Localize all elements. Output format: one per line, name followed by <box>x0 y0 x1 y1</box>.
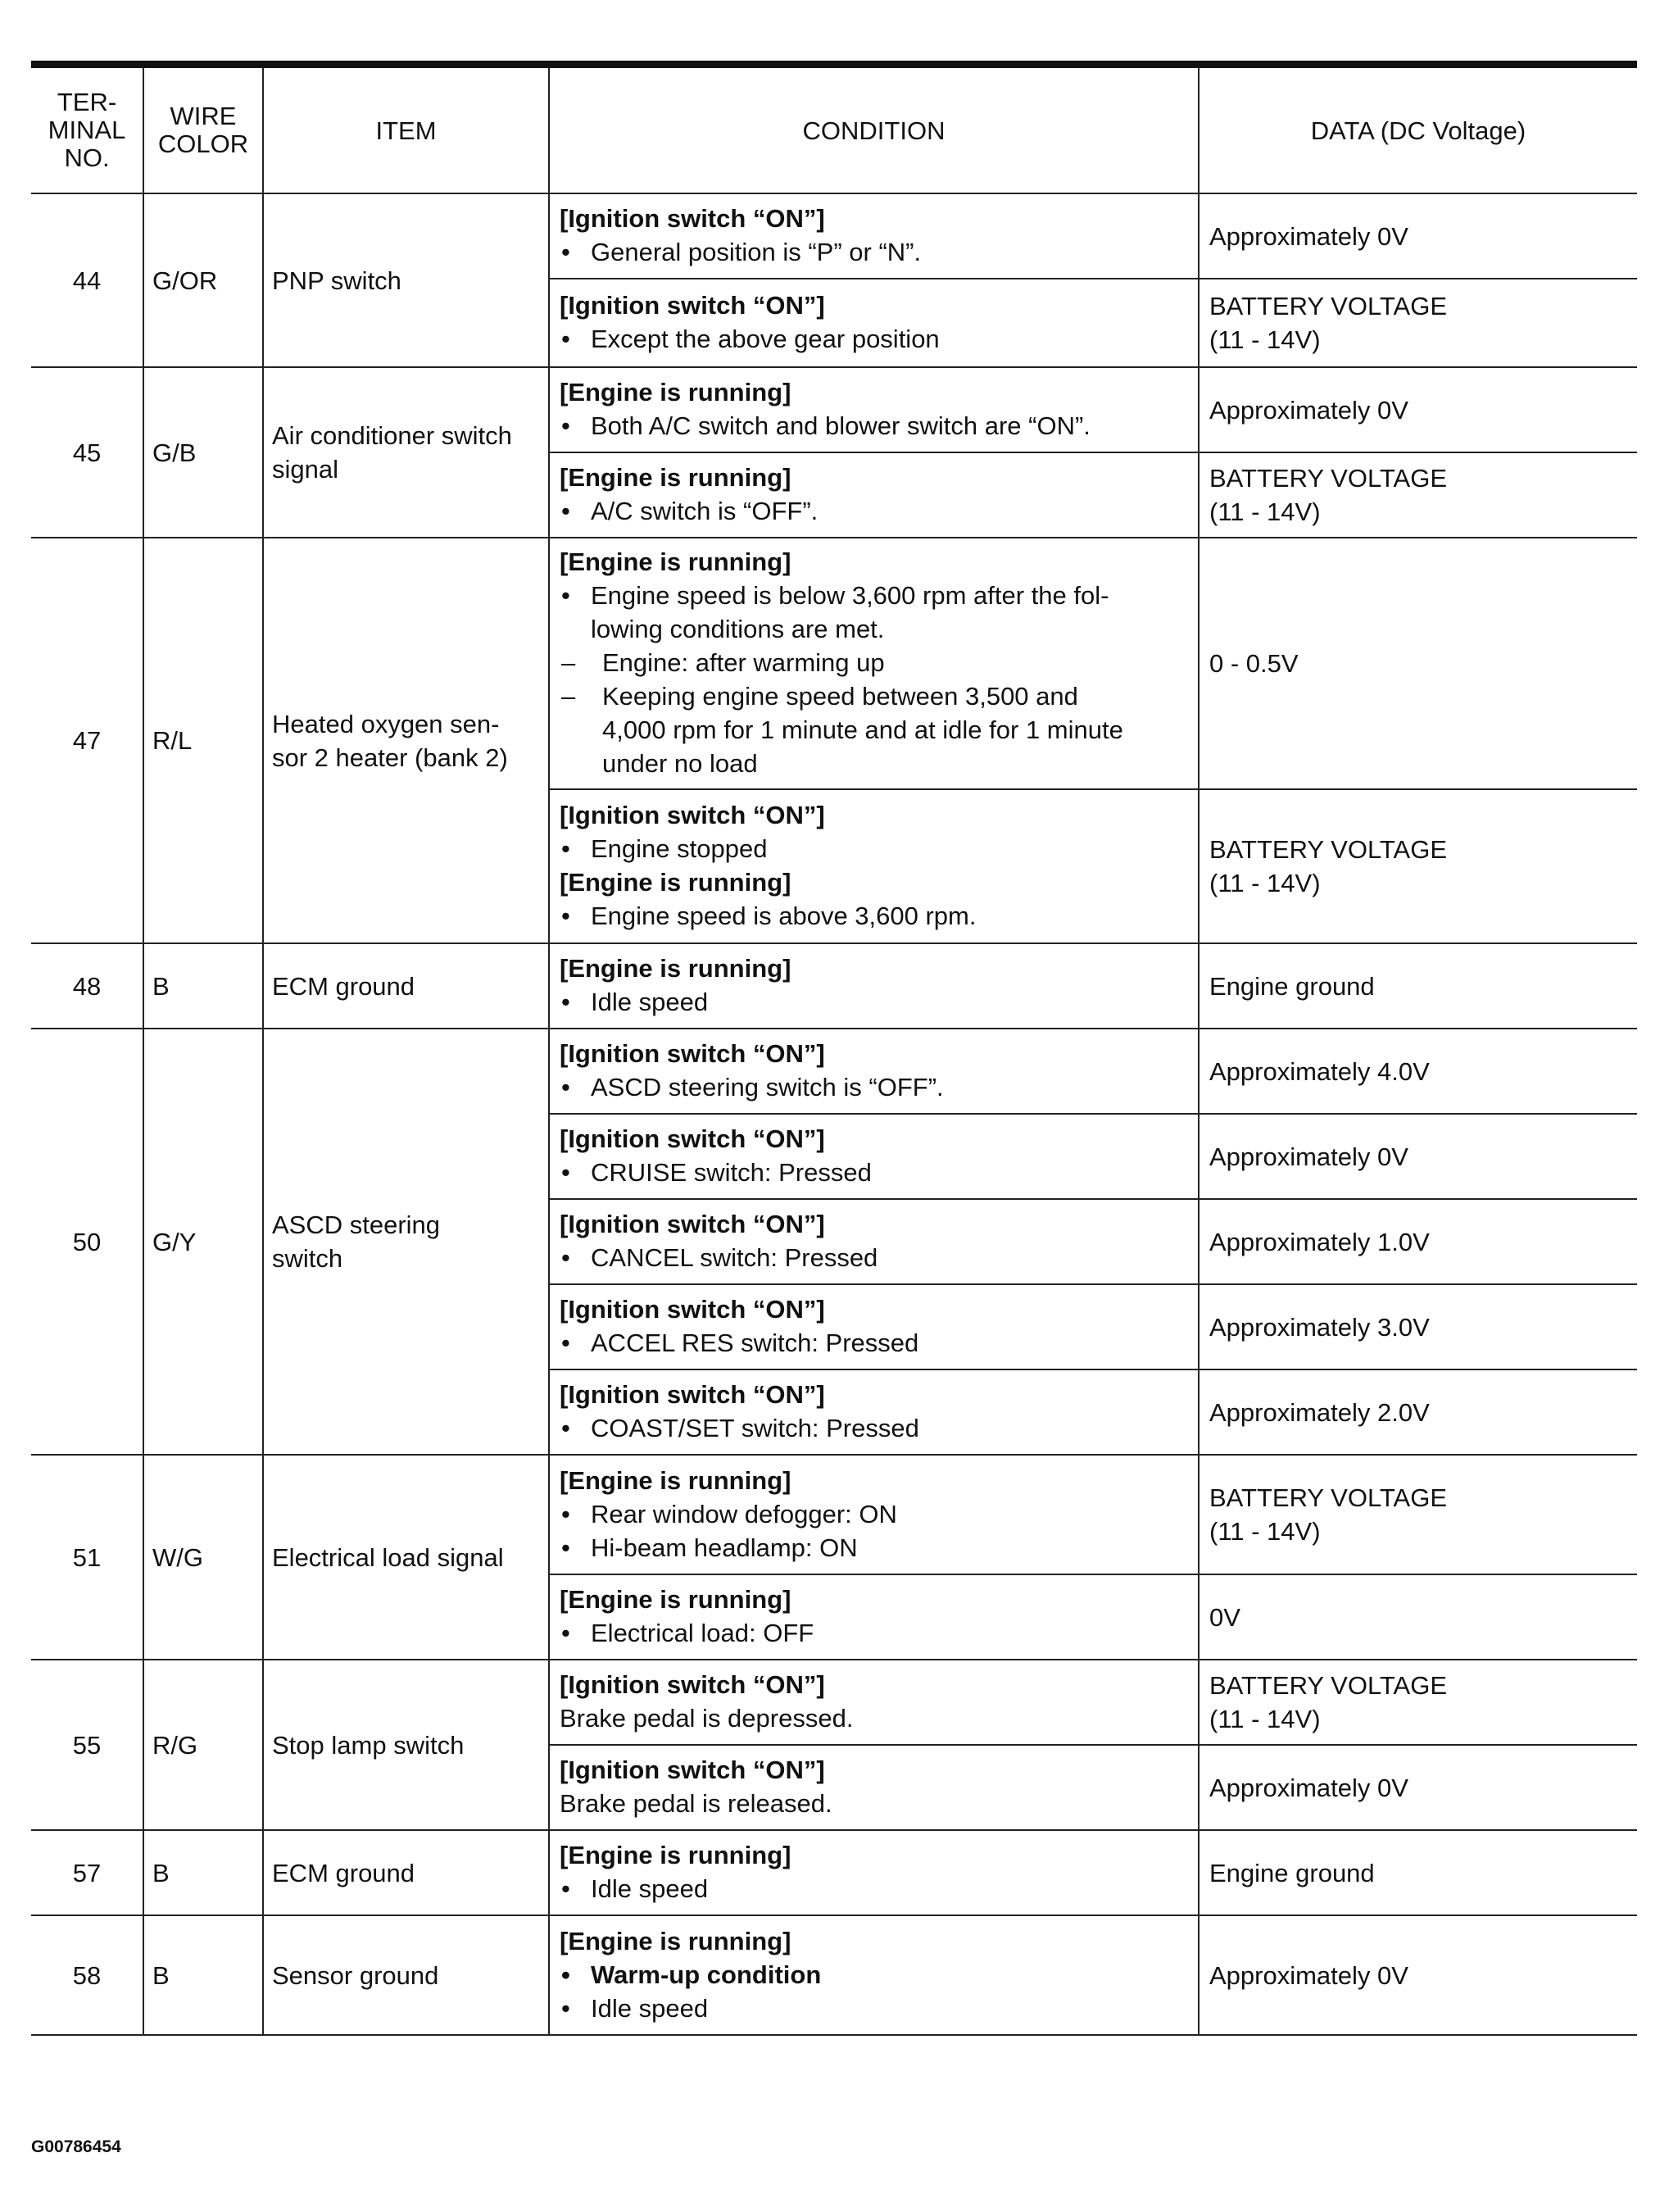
table-header-row <box>31 68 1637 193</box>
wire-color-cell-text: G/OR <box>152 266 218 295</box>
condition-bullet: • Idle speed <box>560 985 1190 1019</box>
table-row <box>31 1660 1637 1745</box>
header-data: DATA (DC Voltage) <box>1199 68 1637 193</box>
condition-bullet: • Idle speed <box>560 1992 1190 2025</box>
data-voltage-cell <box>1199 1369 1637 1455</box>
data-voltage-text: Approximately 0V <box>1209 1142 1408 1171</box>
condition-bullet: • Hi-beam headlamp: ON <box>560 1531 1190 1565</box>
terminal-data-table <box>31 68 1637 2036</box>
condition-bullet: • CANCEL switch: Pressed <box>560 1241 1190 1274</box>
table-row <box>31 1915 1637 2035</box>
condition-text: Brake pedal is depressed. <box>560 1704 854 1733</box>
condition-bullet: • Engine stopped <box>560 832 1190 865</box>
item-cell <box>263 1029 549 1455</box>
condition-cell <box>549 943 1199 1029</box>
terminal-no-cell-text: 48 <box>72 971 102 1001</box>
data-voltage-text: 0 - 0.5V <box>1209 649 1299 678</box>
data-voltage-cell <box>1199 1745 1637 1830</box>
table-row <box>31 1830 1637 1915</box>
condition-text: Brake pedal is released. <box>560 1789 832 1818</box>
condition-cell <box>549 1114 1199 1199</box>
data-voltage-cell <box>1199 367 1637 452</box>
data-voltage-cell <box>1199 1029 1637 1114</box>
terminal-no-cell <box>31 1455 143 1660</box>
condition-heading: [Ignition switch “ON”] <box>560 1210 825 1238</box>
condition-bullet: • Engine speed is above 3,600 rpm. <box>560 899 1190 933</box>
condition-heading: [Ignition switch “ON”] <box>560 1039 825 1068</box>
data-voltage-text: Approximately 4.0V <box>1209 1056 1430 1086</box>
condition-bullet: • Rear window defogger: ON <box>560 1497 1190 1531</box>
table-top-rule <box>31 61 1637 68</box>
item-cell <box>263 1455 549 1660</box>
wire-color-cell <box>143 538 263 943</box>
terminal-no-cell-text: 47 <box>72 726 102 755</box>
item-cell-text: Electrical load signal <box>272 1542 504 1572</box>
terminal-no-cell-text: 55 <box>72 1730 102 1760</box>
condition-cell <box>549 1660 1199 1745</box>
wire-color-cell-text: G/B <box>152 438 197 467</box>
wire-color-cell-text: R/L <box>152 726 193 755</box>
condition-bullet: • Idle speed <box>560 1872 1190 1905</box>
condition-heading: [Ignition switch “ON”] <box>560 1380 825 1409</box>
table-row <box>31 943 1637 1029</box>
condition-heading: [Ignition switch “ON”] <box>560 801 825 829</box>
condition-cell <box>549 1199 1199 1284</box>
data-voltage-text: Approximately 0V <box>1209 1773 1408 1802</box>
condition-cell <box>549 1284 1199 1369</box>
data-voltage-cell <box>1199 193 1637 279</box>
item-cell-text: Air conditioner switch signal <box>272 421 512 484</box>
condition-bullet: • General position is “P” or “N”. <box>560 235 1190 269</box>
terminal-no-cell-text: 44 <box>72 266 102 295</box>
wire-color-cell <box>143 367 263 538</box>
terminal-no-cell-text: 58 <box>72 1960 102 1990</box>
terminal-no-cell <box>31 193 143 367</box>
data-voltage-text: Approximately 0V <box>1209 1960 1408 1990</box>
wire-color-cell <box>143 1660 263 1830</box>
condition-heading: [Engine is running] <box>560 1585 791 1614</box>
table-row <box>31 538 1637 789</box>
condition-heading: [Engine is running] <box>560 463 791 492</box>
wire-color-cell-text: B <box>152 971 170 1001</box>
condition-bullet: • A/C switch is “OFF”. <box>560 494 1190 528</box>
data-voltage-cell <box>1199 279 1637 367</box>
data-voltage-cell <box>1199 452 1637 538</box>
data-voltage-cell <box>1199 1284 1637 1369</box>
data-voltage-cell <box>1199 1455 1637 1574</box>
data-voltage-cell <box>1199 1915 1637 2035</box>
table-body <box>31 193 1637 2035</box>
terminal-no-cell-text: 57 <box>72 1858 102 1887</box>
condition-cell <box>549 1915 1199 2035</box>
terminal-no-cell-text: 50 <box>72 1227 102 1256</box>
data-voltage-cell <box>1199 1830 1637 1915</box>
condition-bullet: • ASCD steering switch is “OFF”. <box>560 1070 1190 1104</box>
wire-color-cell-text: G/Y <box>152 1227 197 1256</box>
header-terminal-no: TER- MINAL NO. <box>31 68 143 193</box>
data-voltage-text: BATTERY VOLTAGE (11 - 14V) <box>1209 464 1447 526</box>
wire-color-cell-text: B <box>152 1960 170 1990</box>
condition-heading: [Ignition switch “ON”] <box>560 204 825 233</box>
item-cell <box>263 538 549 943</box>
condition-cell <box>549 1745 1199 1830</box>
condition-cell <box>549 1029 1199 1114</box>
condition-heading: [Ignition switch “ON”] <box>560 1670 825 1699</box>
terminal-no-cell-text: 45 <box>72 438 102 467</box>
terminal-no-cell-text: 51 <box>72 1542 102 1572</box>
ecm-terminal-table-sheet <box>31 61 1637 2036</box>
terminal-no-cell <box>31 538 143 943</box>
wire-color-cell <box>143 1830 263 1915</box>
data-voltage-text: Approximately 1.0V <box>1209 1227 1430 1256</box>
terminal-no-cell <box>31 1830 143 1915</box>
header-item: ITEM <box>263 68 549 193</box>
condition-heading: [Engine is running] <box>560 954 791 983</box>
condition-bullet: • Warm-up condition <box>560 1958 1190 1992</box>
condition-heading: [Engine is running] <box>560 547 791 576</box>
item-cell-text: ECM ground <box>272 1858 415 1887</box>
item-cell <box>263 1830 549 1915</box>
wire-color-cell-text: W/G <box>152 1542 203 1572</box>
condition-heading: [Ignition switch “ON”] <box>560 1295 825 1324</box>
data-voltage-text: BATTERY VOLTAGE (11 - 14V) <box>1209 1671 1447 1733</box>
condition-heading: [Engine is running] <box>560 1465 791 1495</box>
data-voltage-text: BATTERY VOLTAGE (11 - 14V) <box>1209 292 1447 354</box>
condition-bullet: • Both A/C switch and blower switch are “ON”. <box>560 409 1190 443</box>
condition-bullet: • CRUISE switch: Pressed <box>560 1156 1190 1189</box>
data-voltage-text: Approximately 0V <box>1209 221 1408 251</box>
condition-heading: [Engine is running] <box>560 1926 791 1955</box>
data-voltage-cell <box>1199 1574 1637 1660</box>
condition-heading: [Engine is running] <box>560 378 791 407</box>
item-cell <box>263 193 549 367</box>
condition-cell <box>549 1830 1199 1915</box>
data-voltage-text: Approximately 3.0V <box>1209 1312 1430 1342</box>
condition-bullet: • ACCEL RES switch: Pressed <box>560 1326 1190 1360</box>
data-voltage-text: Engine ground <box>1209 971 1375 1001</box>
data-voltage-cell <box>1199 789 1637 943</box>
condition-heading: [Ignition switch “ON”] <box>560 1756 825 1784</box>
item-cell <box>263 1915 549 2035</box>
item-cell <box>263 943 549 1029</box>
condition-sub-item: – Keeping engine speed between 3,500 and 4,000 rpm for 1 minute and at idle for 1 minute under no load <box>560 679 1190 780</box>
table-row <box>31 1455 1637 1574</box>
data-voltage-cell <box>1199 538 1637 789</box>
terminal-no-cell <box>31 943 143 1029</box>
item-cell-text: Stop lamp switch <box>272 1730 465 1760</box>
wire-color-cell <box>143 1029 263 1455</box>
table-row <box>31 193 1637 279</box>
wire-color-cell-text: B <box>152 1858 170 1887</box>
condition-cell <box>549 279 1199 367</box>
table-row <box>31 1029 1637 1114</box>
wire-color-cell <box>143 1915 263 2035</box>
item-cell-text: PNP switch <box>272 266 401 295</box>
item-cell-text: ASCD steering switch <box>272 1210 441 1273</box>
item-cell <box>263 1660 549 1830</box>
item-cell-text: Heated oxygen sen- sor 2 heater (bank 2) <box>272 709 508 772</box>
wire-color-cell <box>143 193 263 367</box>
item-cell <box>263 367 549 538</box>
header-condition: CONDITION <box>549 68 1199 193</box>
table-row <box>31 367 1637 452</box>
condition-bullet: • COAST/SET switch: Pressed <box>560 1411 1190 1445</box>
condition-cell <box>549 1455 1199 1574</box>
wire-color-cell-text: R/G <box>152 1730 198 1760</box>
data-voltage-cell <box>1199 943 1637 1029</box>
condition-cell <box>549 789 1199 943</box>
condition-bullet: • Engine speed is below 3,600 rpm after the fol- lowing conditions are met. <box>560 579 1190 646</box>
data-voltage-cell <box>1199 1199 1637 1284</box>
terminal-no-cell <box>31 1915 143 2035</box>
condition-heading: [Ignition switch “ON”] <box>560 1124 825 1153</box>
data-voltage-cell <box>1199 1114 1637 1199</box>
condition-cell <box>549 1369 1199 1455</box>
data-voltage-text: BATTERY VOLTAGE (11 - 14V) <box>1209 1483 1447 1546</box>
data-voltage-cell <box>1199 1660 1637 1745</box>
terminal-no-cell <box>31 1660 143 1830</box>
condition-cell <box>549 367 1199 452</box>
header-wire-color: WIRE COLOR <box>143 68 263 193</box>
wire-color-cell <box>143 1455 263 1660</box>
data-voltage-text: Approximately 2.0V <box>1209 1397 1430 1427</box>
condition-bullet: • Electrical load: OFF <box>560 1616 1190 1650</box>
item-cell-text: ECM ground <box>272 971 415 1001</box>
condition-heading: [Engine is running] <box>560 868 791 897</box>
data-voltage-text: BATTERY VOLTAGE (11 - 14V) <box>1209 835 1447 897</box>
condition-bullet: • Except the above gear position <box>560 322 1190 356</box>
condition-cell <box>549 452 1199 538</box>
data-voltage-text: Approximately 0V <box>1209 395 1408 425</box>
condition-cell <box>549 193 1199 279</box>
condition-cell <box>549 538 1199 789</box>
data-voltage-text: Engine ground <box>1209 1858 1375 1887</box>
condition-cell <box>549 1574 1199 1660</box>
condition-sub-item: – Engine: after warming up <box>560 646 1190 679</box>
wire-color-cell <box>143 943 263 1029</box>
terminal-no-cell <box>31 367 143 538</box>
condition-heading: [Engine is running] <box>560 1841 791 1869</box>
item-cell-text: Sensor ground <box>272 1960 439 1990</box>
data-voltage-text: 0V <box>1209 1602 1240 1632</box>
condition-heading: [Ignition switch “ON”] <box>560 291 825 320</box>
figure-code: G00786454 <box>31 2137 121 2156</box>
terminal-no-cell <box>31 1029 143 1455</box>
